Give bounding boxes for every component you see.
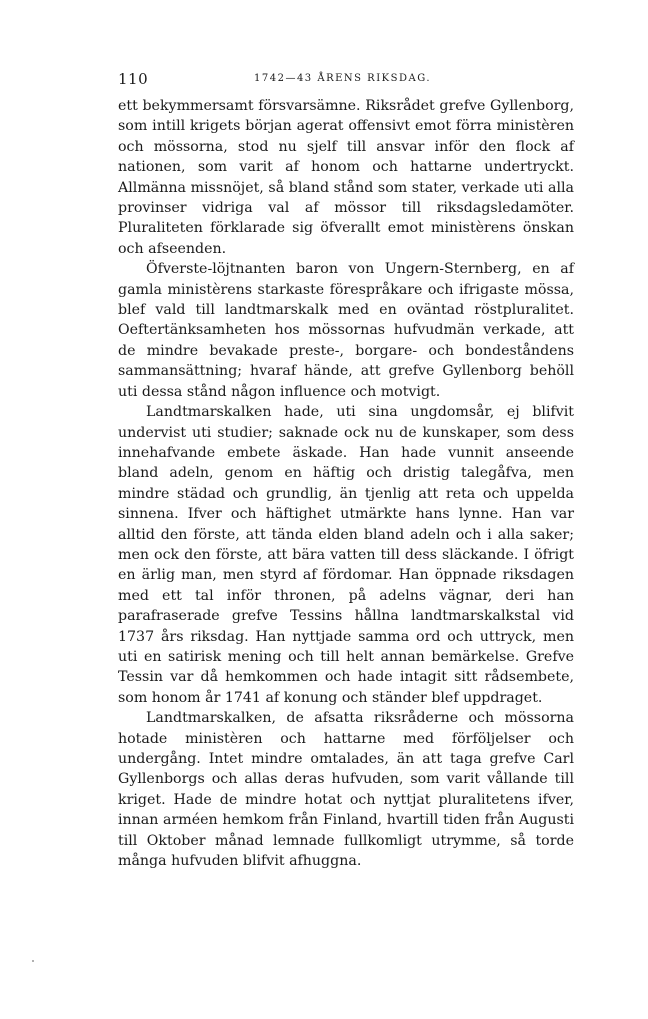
running-title: 1742—43 ÅRENS RIKSDAG.: [254, 73, 432, 84]
book-page: [118, 70, 574, 871]
running-head: [118, 70, 574, 92]
paragraph: ett bekymmersamt försvarsämne. Riksrådet grefve Gyllenborg, som intill krigets början agerat offensivt emot förra ministèren och mössorna, stod nu sjelf till ansvar inför den flock af nationen, som varit af honom och hattarne undertryckt. Allmänna missnöjet, så bland stånd som stater, verkade uti alla provinser vidriga val af mössor till riksdagsledamöter. Pluraliteten förklarade sig öfverallt emot ministèrens önskan och afseenden.: [118, 98, 574, 257]
paragraph: Öfverste-löjtnanten baron von Ungern-Sternberg, en af gamla ministèrens starkaste förespråkare och ifrigaste mössa, blef vald till landtmarskalk med en oväntad röstpluralitet. Oeftertänksamheten hos mössornas hufvudmän verkade, att de mindre bevakade preste-, borgare- och bondeståndens sammansättning; hvaraf hände, att grefve Gyllenborg behöll uti dessa stånd någon influence och motvigt.: [118, 261, 574, 400]
paragraph: Landtmarskalken hade, uti sina ungdomsår, ej blifvit undervist uti studier; saknade ock nu de kunskaper, som dess innehafvande embete äskade. Han hade vunnit anseende bland adeln, genom en häftig och dristig talegåfva, men mindre städad och grundlig, än tjenlig att reta och uppelda sinnena. Ifver och häftighet utmärkte hans lynne. Han var alltid den förste, att tända elden bland adeln och i alla saker; men ock den förste, att bära vatten till dess släckande. I öfrigt en ärlig man, men styrd af fördomar. Han öppnade riksdagen med ett tal inför thronen, på adelns vägnar, deri han parafraserade grefve Tessins hållna landtmarskalkstal vid 1737 års riksdag. Han nyttjade samma ord och uttryck, men uti en satirisk mening och till helt annan bemärkelse. Grefve Tessin var då hemkommen och hade intagit sitt rådsembete, som honom år 1741 af konung och ständer blef uppdraget.: [118, 404, 574, 706]
body-text: [118, 96, 574, 871]
page-number: 110: [118, 70, 149, 88]
scan-speck: [32, 960, 34, 962]
paragraph: Landtmarskalken, de afsatta riksråderne och mössorna hotade ministèren och hattarne med förföljelser och undergång. Intet mindre omtalades, än att taga grefve Carl Gyllenborgs och allas deras hufvuden, som varit vållande till kriget. Hade de mindre hotat och nyttjat pluralitetens ifver, innan arméen hemkom från Finland, hvartill tiden från Augusti till Oktober månad lemnade fullkomligt utrymme, så torde många hufvuden blifvit afhuggna.: [118, 710, 574, 870]
